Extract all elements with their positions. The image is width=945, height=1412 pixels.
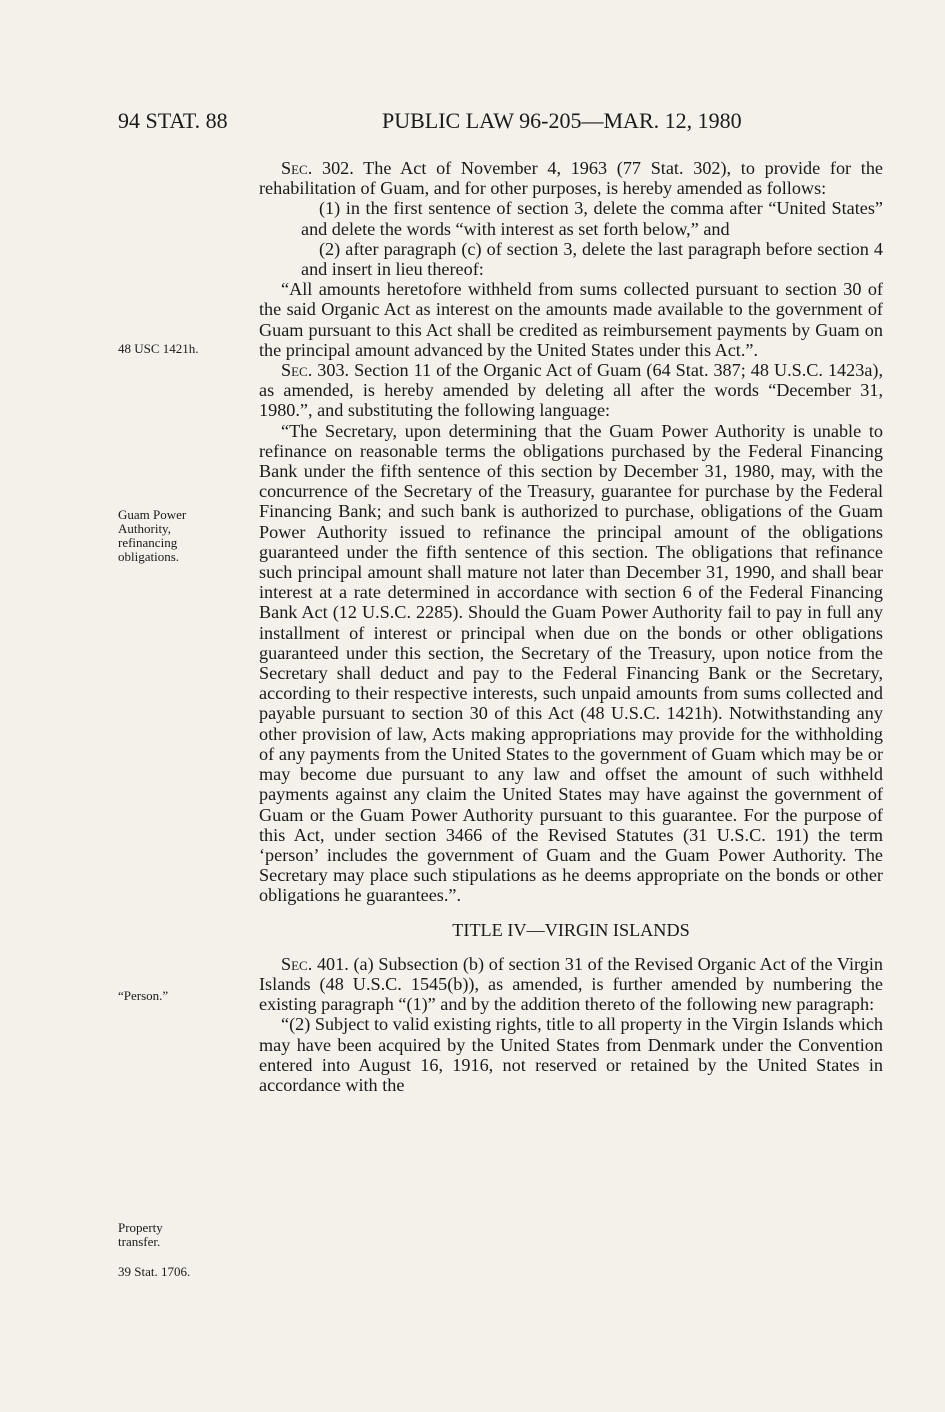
statute-body [259, 158, 883, 1095]
sec-302-text: 302. The Act of November 4, 1963 (77 Stat. 302), to provide for the rehabilitation of Guam, and for other purposes, is hereby amended as follows: [259, 158, 883, 199]
sec-302-quote: “All amounts heretofore withheld from sums collected pursuant to section 30 of the said Organic Act as interest on the amounts made available to the government of Guam pursuant to this Act shall be credited as reimbursement payments by Guam on the principal amount advanced by the United States under this Act.”. [259, 279, 883, 360]
sec-303-paragraph [259, 360, 883, 421]
margin-note-person: “Person.” [118, 988, 169, 1003]
margin-note-line: obligations. [118, 549, 180, 564]
margin-note-39-stat-1706: 39 Stat. 1706. [118, 1264, 191, 1279]
margin-note-line: Authority, [118, 521, 171, 536]
sec-303-text: 303. Section 11 of the Organic Act of Guam (64 Stat. 387; 48 U.S.C. 1423a), as amended, is hereby amended by deleting all after the words “December 31, 1980.”, and substituting the following language: [259, 360, 883, 421]
margin-note-line: transfer. [118, 1234, 161, 1249]
margin-note-48-usc-1421h: 48 USC 1421h. [118, 341, 199, 356]
sec-302-item-2: (2) after paragraph (c) of section 3, delete the last paragraph before section 4 and insert in lieu thereof: [301, 238, 883, 280]
margin-note-property-transfer [118, 1221, 163, 1249]
sec-302-paragraph [259, 158, 883, 198]
sec-label: Sec. [281, 953, 313, 974]
sec-label: Sec. [281, 360, 313, 381]
margin-note-line: Property [118, 1220, 163, 1235]
sec-label: Sec. [281, 158, 313, 178]
stat-citation: 94 STAT. 88 [118, 108, 228, 133]
running-header: PUBLIC LAW 96-205—MAR. 12, 1980 [382, 108, 742, 133]
margin-note-line: Guam Power [118, 507, 187, 522]
sec-401-quote: “(2) Subject to valid existing rights, title to all property in the Virgin Islands which may have been acquired by the United States from Denmark under the Convention entered into August 16, 1916, not reserved or retained by the United States in accordance with the [259, 1014, 883, 1095]
sec-303-quote: “The Secretary, upon determining that the Guam Power Authority is unable to refinance on reasonable terms the obligations purchased by the Federal Financing Bank under the fifth sentence of this section by December 31, 1980, may, with the concurrence of the Secretary of the Treasury, guarantee for purchase by the Federal Financing Bank; and such bank is authorized to purchase, obligations of the Guam Power Authority issued to refinance the principal amount of the obligations guaranteed under the fifth sentence of this section. The obligations that refinance such principal amount shall mature not later than December 31, 1990, and shall bear interest at a rate determined in accordance with section 6 of the Federal Financing Bank Act (12 U.S.C. 2285). Should the Guam Power Authority fail to pay in full any installment of interest or principal when due on the bonds or other obligations guaranteed under this section, the Secretary of the Treasury, upon notice from the Secretary shall deduct and pay to the Federal Financing Bank or the Secretary, according to their respective interests, such unpaid amounts from sums collected and payable pursuant to section 30 of this Act (48 U.S.C. 1421h). Notwithstanding any other provision of law, Acts making appropriations may provide for the withholding of any payments from the United States to the government of Guam which may be or may become due pursuant to any law and offset the amount of such withheld payments against any claim the United States may have against the government of Guam or the Guam Power Authority pursuant to this guarantee. For the purpose of this Act, under section 3466 of the Revised Statutes (31 U.S.C. 191) the term ‘person’ includes the government of Guam and the Guam Power Authority. The Secretary may place such stipulations as he deems appropriate on the bonds or other obligations he guarantees.”. [259, 420, 883, 906]
sec-401-text: 401. (a) Subsection (b) of section 31 of the Revised Organic Act of the Virgin Islands (48 U.S.C. 1545(b)), as amended, is further amended by numbering the existing paragraph “(1)” and by the addition thereto of the following new paragraph: [259, 953, 883, 1015]
sec-401-paragraph [259, 954, 883, 1015]
margin-note-guam-power [118, 508, 186, 564]
margin-note-line: refinancing [118, 535, 178, 550]
sec-302-item-1: (1) in the first sentence of section 3, delete the comma after “United States” and delete the words “with interest as set forth below,” and [301, 198, 883, 239]
title-iv-heading: TITLE IV—VIRGIN ISLANDS [452, 919, 690, 940]
